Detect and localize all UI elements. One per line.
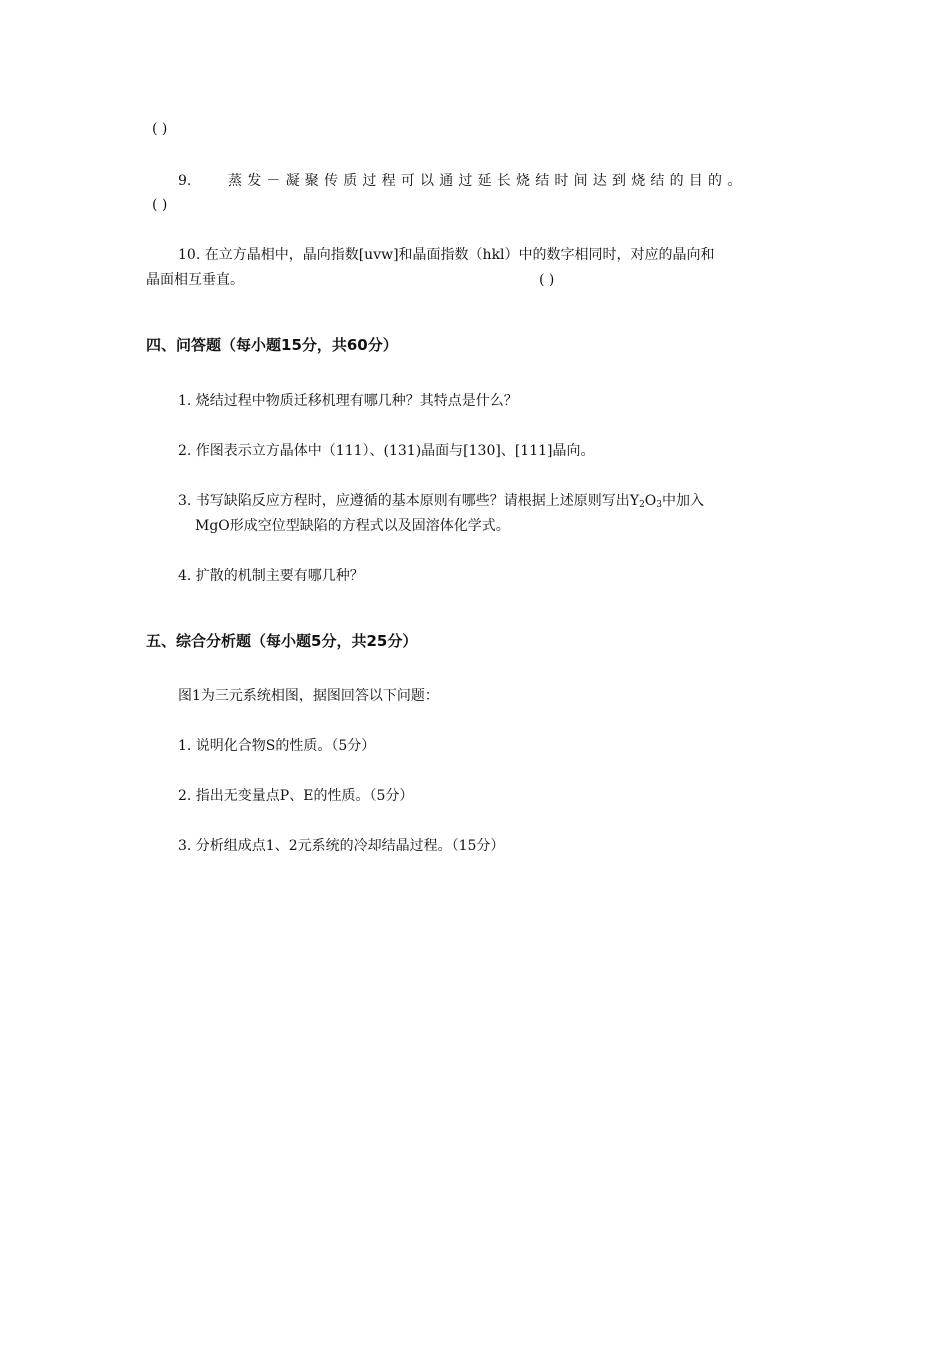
- section-5-question-3: 3. 分析组成点1、2元系统的冷却结晶过程。（15分）: [178, 838, 505, 854]
- question-9-text: 蒸发－凝聚传质过程可以通过延长烧结时间达到烧结的目的。: [228, 173, 747, 189]
- question-8-answer-paren: ( ): [152, 121, 168, 137]
- section-5-intro: 图1为三元系统相图，据图回答以下问题：: [178, 688, 439, 704]
- section-4-title: 四、问答题（每小题15分，共60分）: [146, 336, 398, 354]
- section-5-title: 五、综合分析题（每小题5分，共25分）: [146, 632, 418, 650]
- question-9-number: 9.: [178, 173, 192, 189]
- section-4-question-2: 2. 作图表示立方晶体中（111）、(131)晶面与[130]、[111]晶向。: [178, 443, 595, 459]
- question-9-answer-paren: ( ): [152, 197, 168, 213]
- formula-y2o3: $Y_2O_3$: [629, 493, 663, 510]
- question-10-line1: 10. 在立方晶相中，晶向指数[uvw]和晶面指数（hkl）中的数字相同时，对应的晶向和: [178, 247, 715, 263]
- section-4-question-1: 1. 烧结过程中物质迁移机理有哪几种？其特点是什么？: [178, 393, 518, 409]
- section-5-question-2: 2. 指出无变量点P、E的性质。（5分）: [178, 788, 414, 804]
- section-4-question-4: 4. 扩散的机制主要有哪几种？: [178, 568, 364, 584]
- section-4-question-3-line1: 3. 书写缺陷反应方程时，应遵循的基本原则有哪些？请根据上述原则写出$Y_2O_3$中加入: [178, 493, 705, 510]
- section-4-question-3-line2: MgO形成空位型缺陷的方程式以及固溶体化学式。: [195, 518, 510, 534]
- section-5-question-1: 1. 说明化合物S的性质。（5分）: [178, 738, 376, 754]
- question-10-answer-paren: ( ): [539, 272, 555, 288]
- question-10-line2: 晶面相互垂直。: [146, 272, 244, 288]
